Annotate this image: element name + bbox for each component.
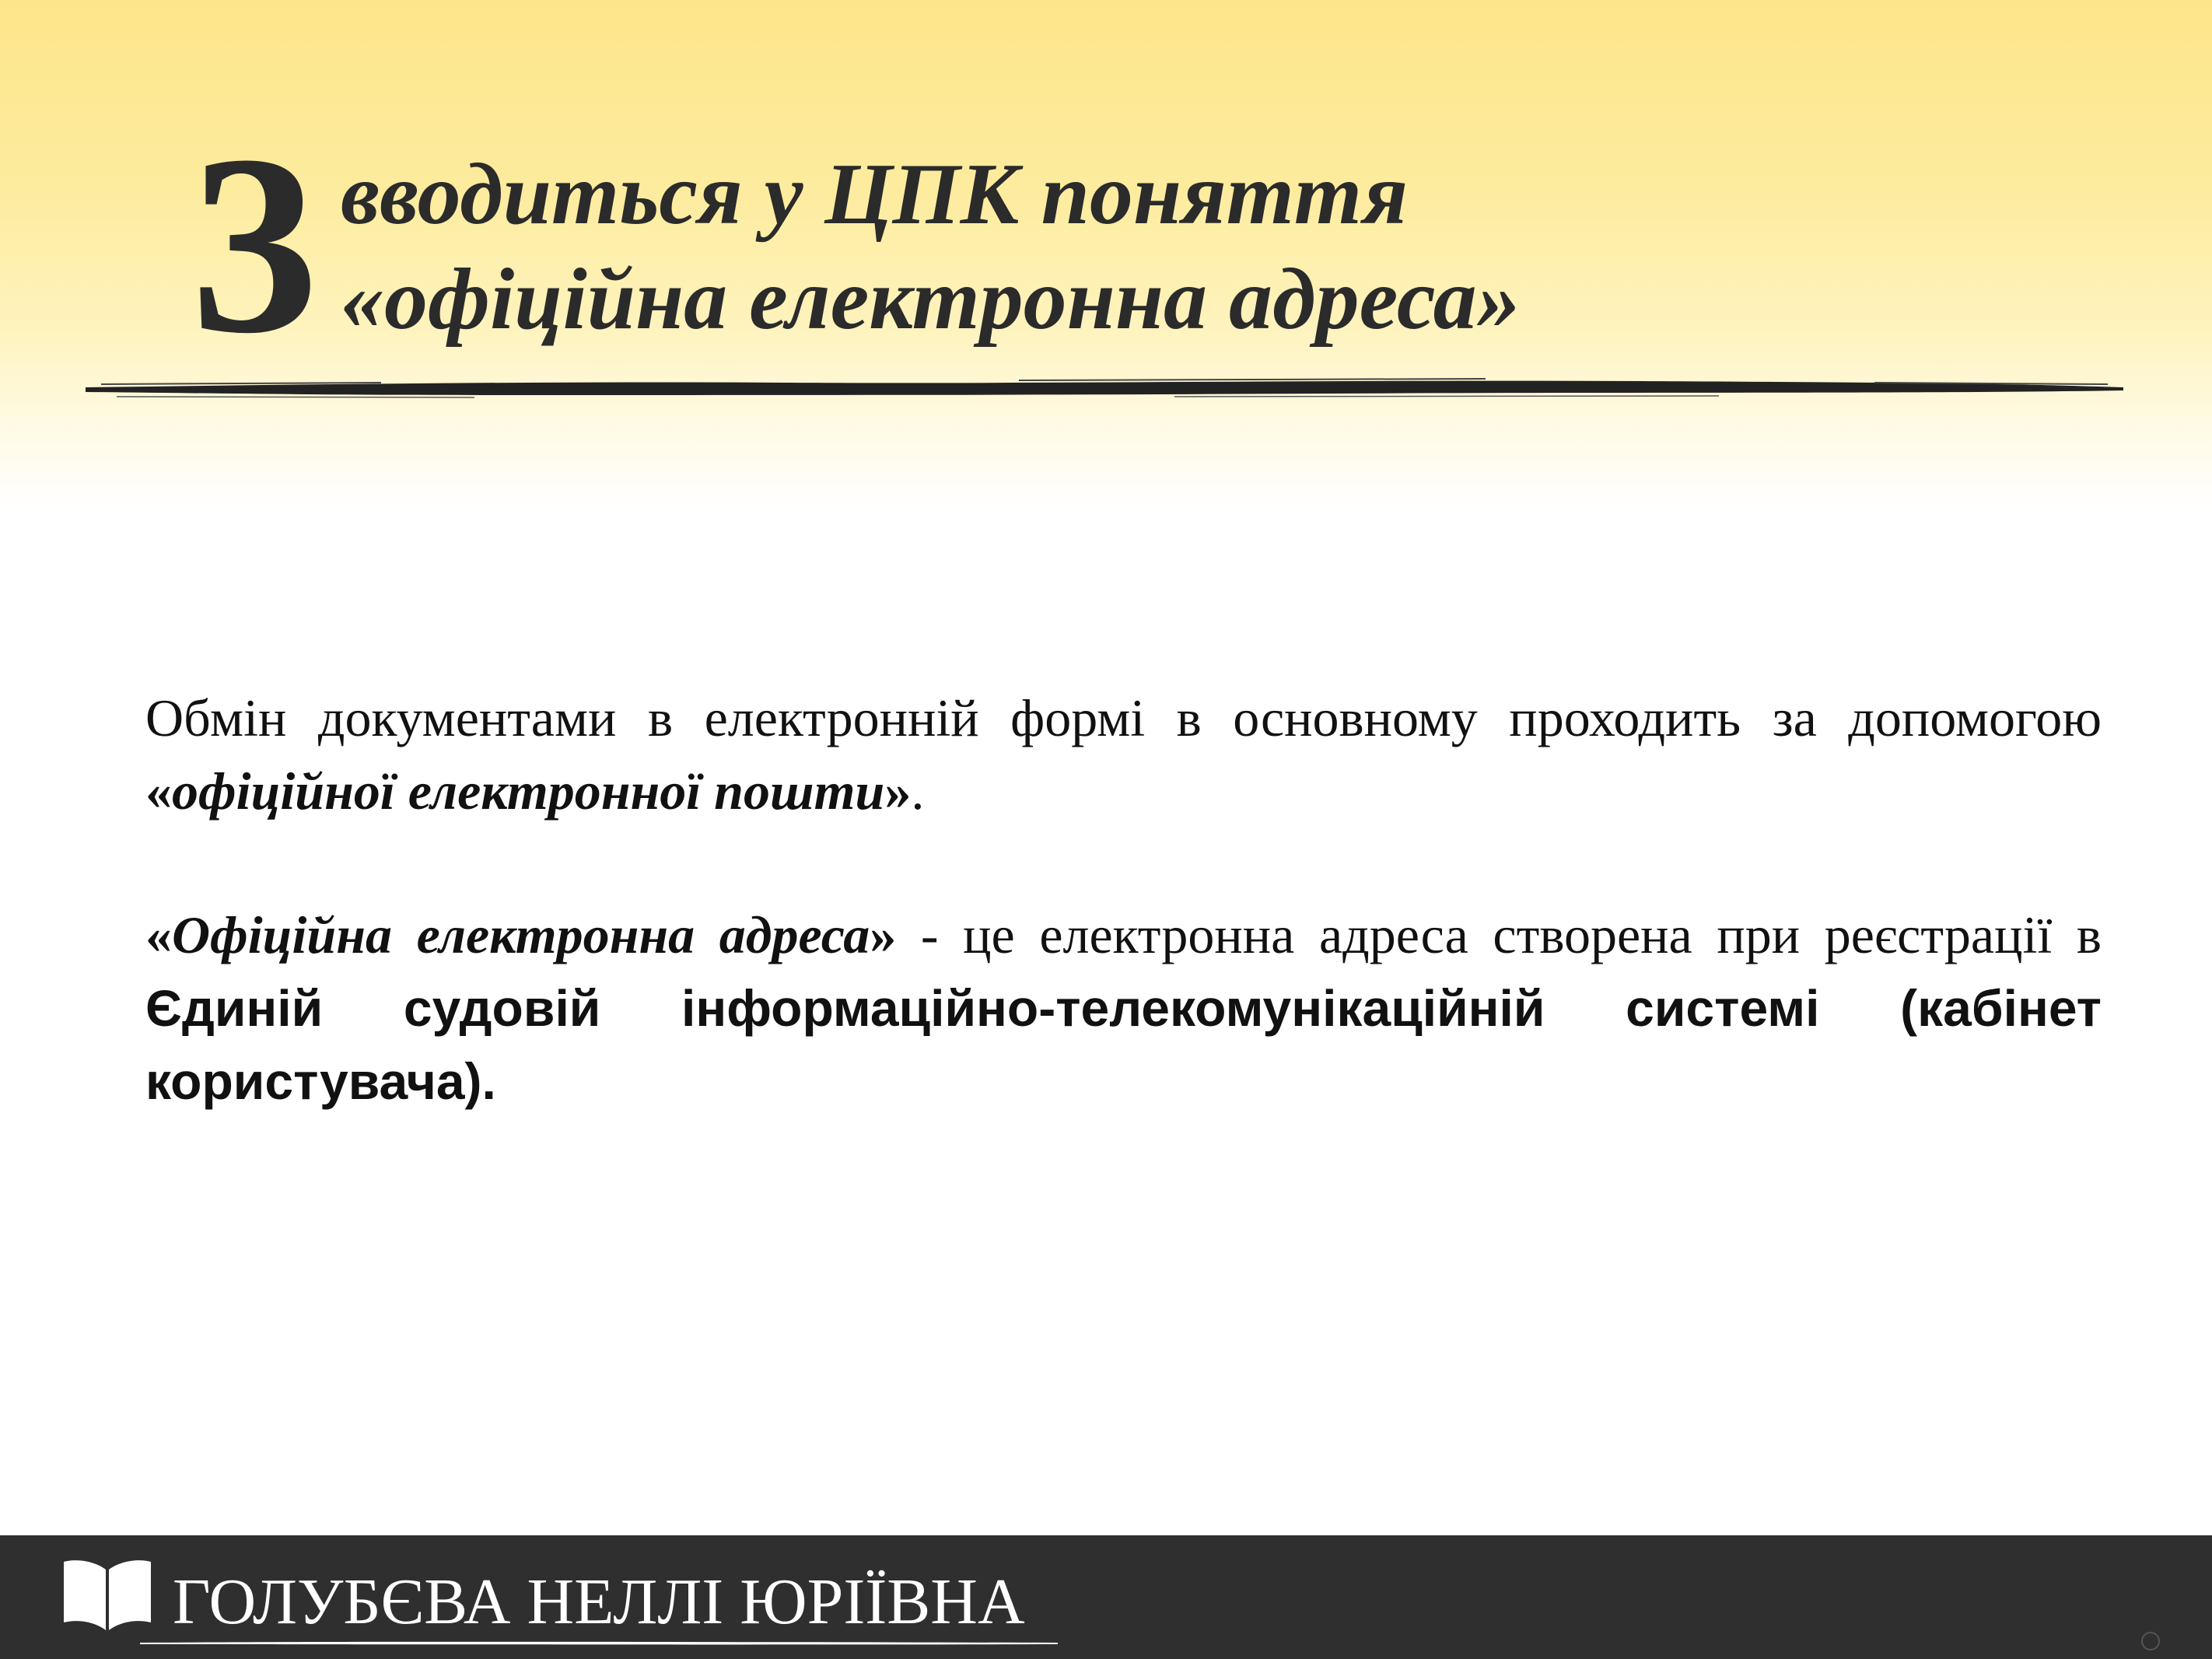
paragraph-official-email [145,681,2102,828]
paragraph-2-open-quote: « [145,905,172,964]
brush-stroke-divider [86,373,2123,401]
slide-number: 3 [191,103,319,387]
paragraph-1-tail: . [911,761,925,821]
paragraph-2-emphasis: Офіційна електронна адреса [172,905,870,964]
corner-mark-icon [2139,1629,2162,1653]
slide-title-line-2: «офіційна електронна адреса» [341,251,1521,348]
paragraph-2-system-name: Єдиній судовій інформаційно-телекомунікаційній системі (кабінет користувача). [145,979,2102,1110]
paragraph-1-open-quote: « [145,761,172,821]
footer-brush-underline [140,1640,1058,1646]
slide-title-line-1: вводиться у ЦПК поняття [341,146,1409,243]
paragraph-2-close-quote: » [870,905,897,964]
paragraph-1-lead: Обмін документами в електронній формі в основному проходить за допомогою [145,688,2102,747]
paragraph-2-middle: - це електронна адреса створена при реєстрації в [896,905,2102,964]
paragraph-1-emphasis: офіційної електронної пошти [172,761,885,821]
open-book-icon [61,1556,154,1633]
paragraph-official-address-definition [145,898,2102,1118]
footer-author-name: ГОЛУБЄВА НЕЛЛІ ЮРІЇВНА [173,1566,1025,1638]
paragraph-1-close-quote: » [884,761,912,821]
